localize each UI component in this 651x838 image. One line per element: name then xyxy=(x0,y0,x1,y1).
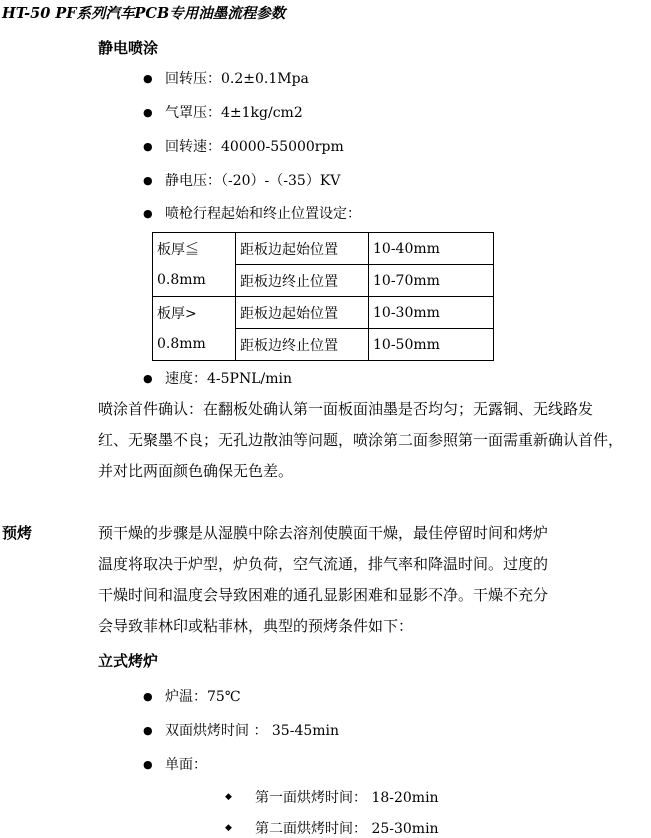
bullet-dot-icon: ● xyxy=(143,758,153,771)
oven-item: 炉温：75℃ xyxy=(165,689,241,705)
table-cell: 距板边起始位置 xyxy=(236,233,369,265)
bullet-dot-icon: ● xyxy=(143,724,153,737)
confirm-line: 红、无聚墨不良；无孔边散油等问题，喷涂第二面参照第一面需重新确认首件， xyxy=(98,431,624,449)
spray-item: 回转压：0.2±0.1Mpa xyxy=(165,71,309,87)
diamond-bullet-icon: ◆ xyxy=(225,792,232,802)
bullet-dot-icon: ● xyxy=(143,72,153,85)
bullet-dot-icon: ● xyxy=(143,174,153,187)
bullet-dot-icon: ● xyxy=(143,207,153,220)
table-cell: 距板边起始位置 xyxy=(236,297,369,329)
spray-item: 喷枪行程起始和终止位置设定： xyxy=(165,206,361,222)
oven-item: 单面： xyxy=(165,757,207,773)
table-row xyxy=(153,265,494,297)
prebake-line: 温度将取决于炉型，炉负荷，空气流通，排气率和降温时间。过度的 xyxy=(98,555,549,573)
document-title: HT-50 PF系列汽车PCB专用油墨流程参数 xyxy=(2,5,286,22)
diamond-bullet-icon: ◆ xyxy=(225,823,232,833)
spray-item: 回转速：40000-55000rpm xyxy=(165,139,344,155)
oven-heading: 立式烤炉 xyxy=(98,652,159,670)
spray-position-table xyxy=(152,232,494,361)
section-label-prebake: 预烤 xyxy=(2,524,33,542)
prebake-line: 会导致菲林印或粘菲林，典型的预烤条件如下： xyxy=(98,617,414,635)
table-cell: 10-50mm xyxy=(369,329,494,361)
oven-item: 双面烘烤时间 ： 35-45min xyxy=(165,723,340,739)
single-side-item: 第一面烘烤时间： 18-20min xyxy=(255,790,439,806)
table-row xyxy=(153,233,494,265)
table-cell: 板厚≦ xyxy=(153,233,236,265)
bullet-dot-icon: ● xyxy=(143,372,153,385)
bullet-dot-icon: ● xyxy=(143,106,153,119)
table-cell: 0.8mm xyxy=(153,265,236,297)
section-heading-spray: 静电喷涂 xyxy=(98,39,159,57)
table-cell: 板厚> xyxy=(153,297,236,329)
single-side-item: 第二面烘烤时间： 25-30min xyxy=(255,821,439,837)
confirm-line: 并对比两面颜色确保无色差。 xyxy=(98,462,294,480)
table-row xyxy=(153,297,494,329)
table-cell: 10-40mm xyxy=(369,233,494,265)
bullet-dot-icon: ● xyxy=(143,690,153,703)
confirm-line: 喷涂首件确认：在翻板处确认第一面板面油墨是否均匀；无露铜、无线路发 xyxy=(98,400,594,418)
table-cell: 距板边终止位置 xyxy=(236,265,369,297)
table-row xyxy=(153,329,494,361)
table-cell: 10-30mm xyxy=(369,297,494,329)
table-cell: 距板边终止位置 xyxy=(236,329,369,361)
spray-speed: 速度：4-5PNL/min xyxy=(165,371,292,387)
spray-item: 气罩压：4±1kg/cm2 xyxy=(165,105,303,121)
table-cell: 0.8mm xyxy=(153,329,236,361)
prebake-line: 干燥时间和温度会导致困难的通孔显影困难和显影不净。干燥不充分 xyxy=(98,586,549,604)
spray-item: 静电压：（-20）-（-35）KV xyxy=(165,173,341,189)
bullet-dot-icon: ● xyxy=(143,140,153,153)
table-cell: 10-70mm xyxy=(369,265,494,297)
prebake-line: 预干燥的步骤是从湿膜中除去溶剂使膜面干燥，最佳停留时间和烤炉 xyxy=(98,524,549,542)
